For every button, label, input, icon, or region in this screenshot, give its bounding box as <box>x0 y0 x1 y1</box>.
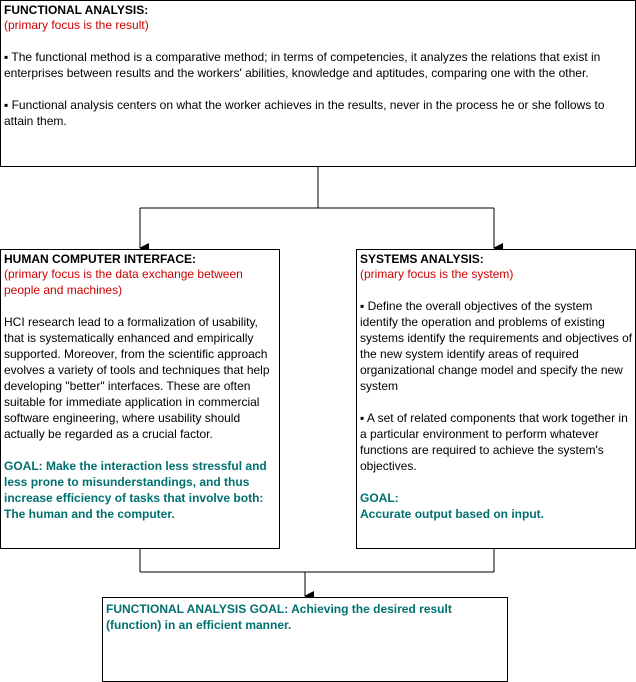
systems-analysis-bullet-1: ▪ Define the overall objectives of the system identify the operation and problems of existing systems identify the requirements and objectives of the new system identify areas of required organizational change model and specify the new system <box>360 299 633 393</box>
systems-analysis-title: SYSTEMS ANALYSIS: <box>360 252 484 266</box>
final-goal-text: FUNCTIONAL ANALYSIS GOAL: Achieving the desired result (function) in an efficient manner. <box>106 602 452 632</box>
systems-analysis-goal-text: Accurate output based on input. <box>360 507 545 521</box>
systems-analysis-goal-label: GOAL: <box>360 491 399 505</box>
functional-analysis-box <box>0 0 636 167</box>
functional-analysis-bullet-2: ▪ Functional analysis centers on what the worker achieves in the results, never in the process he or she follows to attain them. <box>4 98 605 128</box>
systems-analysis-subtitle: (primary focus is the system) <box>360 267 514 281</box>
hci-title: HUMAN COMPUTER INTERFACE: <box>4 252 196 266</box>
systems-analysis-bullet-2: ▪ A set of related components that work together in a particular environment to perform whatever functions are required to achieve the system's objectives. <box>360 411 628 473</box>
functional-analysis-bullet-1: ▪ The functional method is a comparative method; in terms of competencies, it analyzes the relations that exist in enterprises between results and the workers' abilities, knowledge and aptitudes, comparing one with the other. <box>4 50 601 80</box>
systems-analysis-box <box>356 249 636 549</box>
hci-subtitle: (primary focus is the data exchange between people and machines) <box>4 267 243 297</box>
final-goal-box <box>102 597 508 682</box>
hci-goal: GOAL: Make the interaction less stressful and less prone to misunderstandings, and thus increase efficiency of tasks that involve both: The human and the computer. <box>4 459 267 521</box>
functional-analysis-subtitle: (primary focus is the result) <box>4 18 149 32</box>
hci-box <box>0 249 280 549</box>
functional-analysis-title: FUNCTIONAL ANALYSIS: <box>4 3 149 17</box>
hci-body: HCI research lead to a formalization of usability, that is systematically enhanced and empirically supported. Moreover, from the scientific approach evolves a variety of tools and techniques that help developing "better" interfaces. These are often suitable for immediate application in commercial software engineering, where usability should actually be regarded as a crucial factor. <box>4 315 270 441</box>
